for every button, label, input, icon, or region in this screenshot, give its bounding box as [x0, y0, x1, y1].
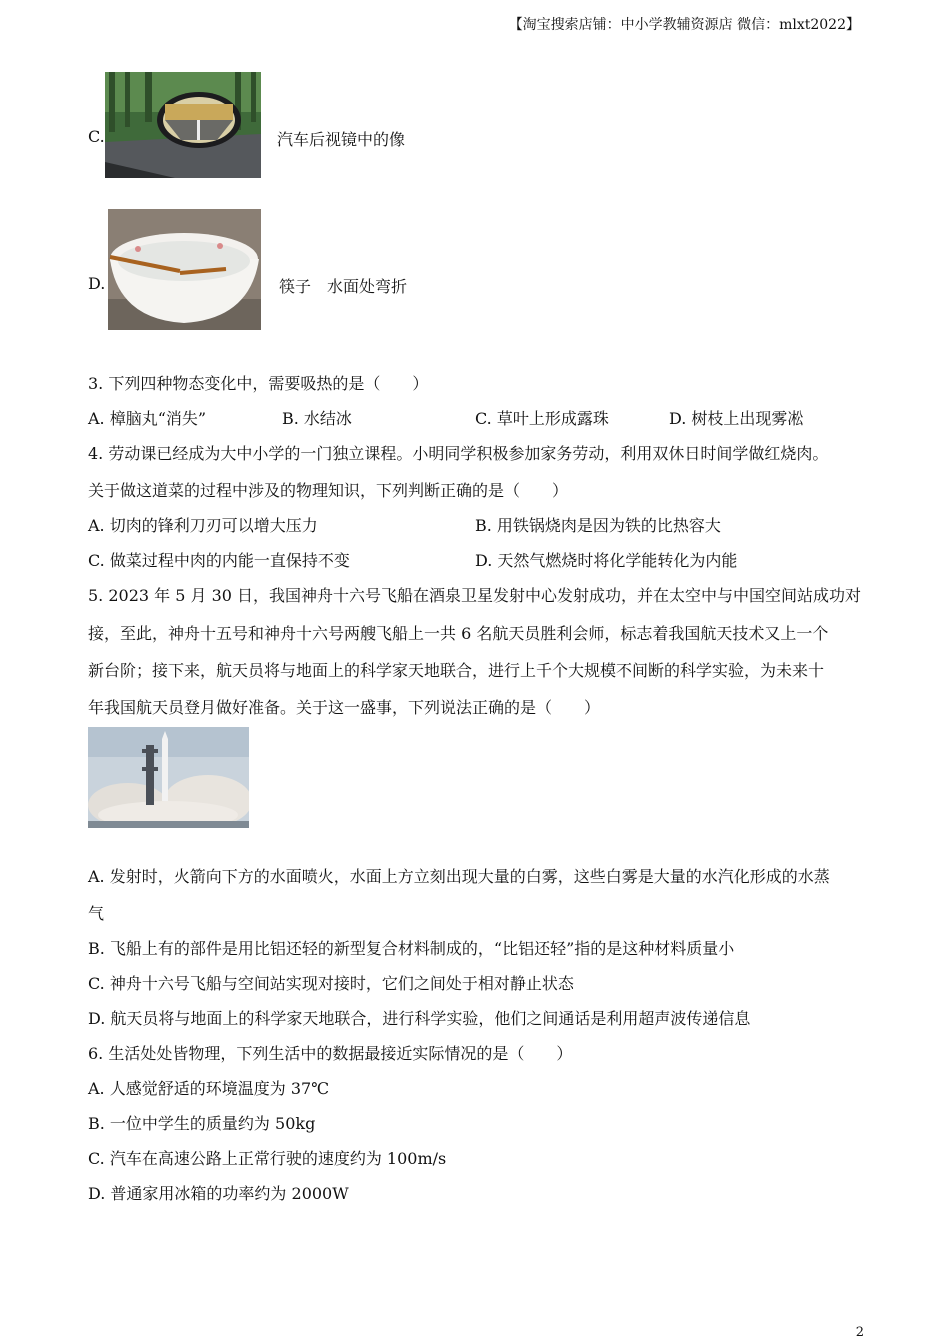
- chopsticks-bowl-photo: [108, 209, 261, 330]
- option-d-label: D.: [88, 274, 106, 293]
- q5-stem-line2: 接，至此，神舟十五号和神舟十六号两艘飞船上一共 6 名航天员胜利会师，标志着我国航天技术又上一个: [88, 624, 829, 643]
- q6-option-b: B. 一位中学生的质量约为 50kg: [88, 1114, 316, 1133]
- q3-option-a: A. 樟脑丸“消失”: [88, 409, 207, 428]
- q5-option-b: B. 飞船上有的部件是用比铝还轻的新型复合材料制成的，“比铝还轻”指的是这种材料质量小: [88, 939, 735, 958]
- q6-option-a: A. 人感觉舒适的环境温度为 37℃: [88, 1079, 330, 1098]
- q5-stem-line1: 5. 2023 年 5 月 30 日，我国神舟十六号飞船在酒泉卫星发射中心发射成功，并在太空中与中国空间站成功对: [88, 586, 862, 605]
- q6-stem: 6. 生活处处皆物理，下列生活中的数据最接近实际情况的是（ ）: [88, 1044, 573, 1063]
- option-c-label: C.: [88, 127, 105, 146]
- page-header: 【淘宝搜索店铺：中小学教辅资源店 微信：mlxt2022】: [508, 17, 860, 33]
- q5-stem-line3: 新台阶；接下来，航天员将与地面上的科学家天地联合，进行上千个大规模不间断的科学实验，为未来十: [88, 661, 825, 680]
- q4-stem-line1: 4. 劳动课已经成为大中小学的一门独立课程。小明同学积极参加家务劳动，利用双休日时间学做红烧肉。: [88, 444, 829, 463]
- q4-option-c: C. 做菜过程中肉的内能一直保持不变: [88, 551, 350, 570]
- q3-stem: 3. 下列四种物态变化中，需要吸热的是（ ）: [88, 374, 429, 393]
- q5-option-c: C. 神舟十六号飞船与空间站实现对接时，它们之间处于相对静止状态: [88, 974, 574, 993]
- q5-option-d: D. 航天员将与地面上的科学家天地联合，进行科学实验，他们之间通话是利用超声波传递信息: [88, 1009, 751, 1028]
- q4-stem-line2: 关于做这道菜的过程中涉及的物理知识，下列判断正确的是（ ）: [88, 481, 569, 500]
- option-d-caption: 筷子 水面处弯折: [279, 277, 408, 296]
- q6-option-d: D. 普通家用冰箱的功率约为 2000W: [88, 1184, 349, 1203]
- q5-option-a-line2: 气: [88, 904, 105, 923]
- option-c-caption: 汽车后视镜中的像: [277, 130, 406, 149]
- q6-option-c: C. 汽车在高速公路上正常行驶的速度约为 100m/s: [88, 1149, 447, 1168]
- q4-option-b: B. 用铁锅烧肉是因为铁的比热容大: [475, 516, 721, 535]
- rocket-launch-photo: [88, 727, 249, 828]
- page-number: 2: [855, 1325, 864, 1340]
- q3-option-d: D. 树枝上出现雾凇: [669, 409, 804, 428]
- q4-option-d: D. 天然气燃烧时将化学能转化为内能: [475, 551, 738, 570]
- q3-option-c: C. 草叶上形成露珠: [475, 409, 609, 428]
- q4-option-a: A. 切肉的锋利刀刃可以增大压力: [88, 516, 318, 535]
- car-mirror-photo: [105, 72, 261, 178]
- q3-option-b: B. 水结冰: [282, 409, 352, 428]
- q5-option-a-line1: A. 发射时，火箭向下方的水面喷火，水面上方立刻出现大量的白雾，这些白雾是大量的水汽化形成的水蒸: [88, 867, 830, 886]
- q5-stem-line4: 年我国航天员登月做好准备。关于这一盛事，下列说法正确的是（ ）: [88, 698, 601, 717]
